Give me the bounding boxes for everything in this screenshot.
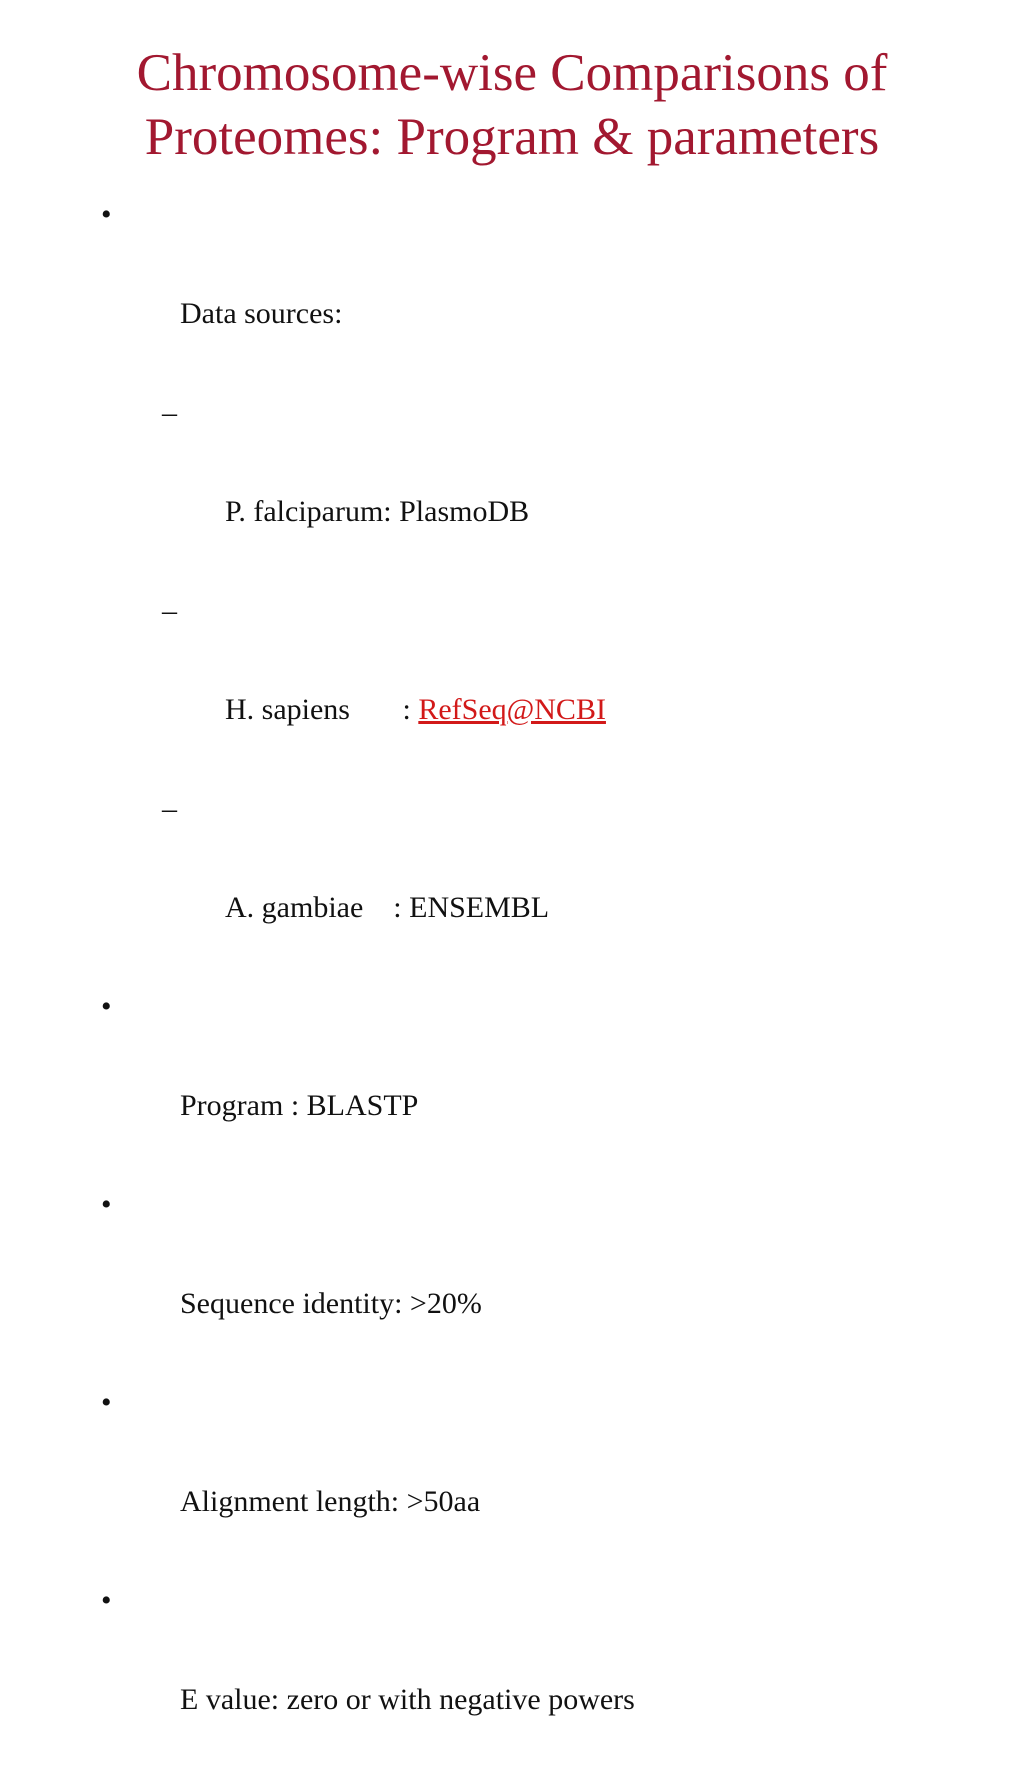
slide-title-line1: Chromosome-wise Comparisons of (136, 44, 888, 102)
bullet-item-a-gambiae (100, 784, 994, 982)
bullet-item-prefix: H. sapiens : (225, 693, 419, 726)
bullet-item-alignment-length (100, 1378, 994, 1576)
bullet-list (100, 190, 994, 1774)
bullet-icon: • (101, 1386, 112, 1419)
bullet-item-label: P. falciparum: PlasmoDB (225, 495, 530, 528)
dash-icon: – (162, 594, 177, 627)
dash-icon: – (162, 396, 177, 429)
bullet-item-e-value (100, 1576, 994, 1774)
bullet-item-label: A. gambiae : ENSEMBL (225, 891, 550, 924)
bullet-item-label: Sequence identity: >20% (180, 1287, 482, 1320)
slide-title (51, 42, 973, 169)
bullet-item-sequence-identity (100, 1180, 994, 1378)
bullet-item-label: E value: zero or with negative powers (180, 1683, 635, 1716)
bullet-icon: • (101, 1188, 112, 1221)
slide-title-line2: Proteomes: Program & parameters (144, 107, 880, 166)
bullet-icon: • (101, 198, 112, 231)
bullet-item-label: Program : BLASTP (180, 1089, 419, 1122)
bullet-icon: • (101, 1584, 112, 1617)
dash-icon: – (162, 792, 177, 825)
bullet-item-program (100, 982, 994, 1180)
bullet-item-data-sources (100, 190, 994, 388)
refseq-ncbi-link[interactable]: RefSeq@NCBI (418, 693, 606, 726)
bullet-item-label (225, 685, 606, 735)
bullet-item-label: Data sources: (180, 297, 343, 330)
bullet-item-h-sapiens (100, 586, 994, 784)
bullet-item-label: Alignment length: >50aa (180, 1485, 481, 1518)
bullet-item-p-falciparum (100, 388, 994, 586)
bullet-icon: • (101, 990, 112, 1023)
